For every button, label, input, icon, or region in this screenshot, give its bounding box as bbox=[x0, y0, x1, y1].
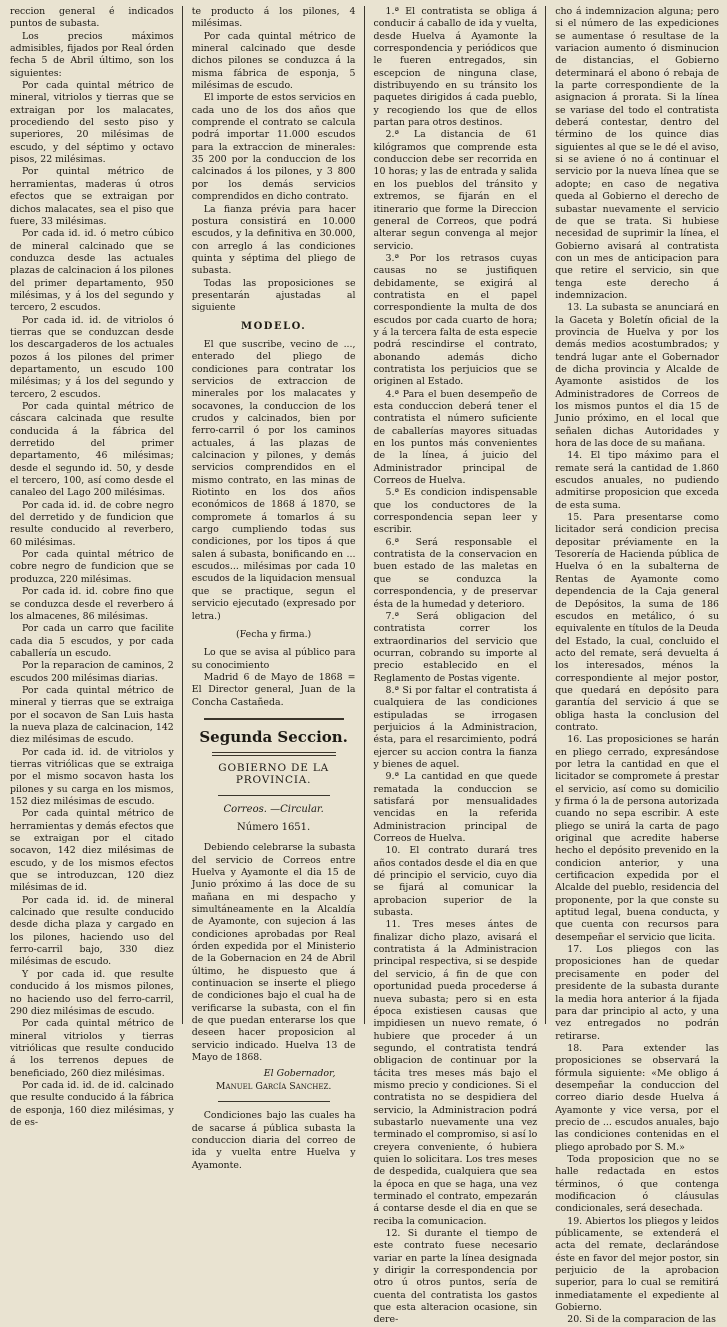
paragraph: El que suscribe, vecino de ..., enterado del pliego de condiciones para contratar los servicios de extraccion de minerales por los malacates y socavones, la conduccion de los crudos y calcinados, bien por ferro-carril ó por los caminos actuales, á las plazas de calcinacion y pilones, y demás servicios comprendidos en el mismo contrato, en las minas de Riotinto en los dos años económicos de 1868 á 1870, se compromete á tomarlos á su cargo cumpliendo todas sus condiciones, por los tipos á que salen á subasta, bonificando en ... escudos... milésimas por cada 10 escudos de la liquidacion mensual que se practique, segun el servicio ejecutado (expresado por letra.) bbox=[191, 338, 356, 622]
paragraph: Por cada id. id. de cobre negro del derretido y de fundicion que resulte conducido al reverbero, 60 milésimas. bbox=[10, 499, 174, 548]
paragraph: Por cada quintal métrico de mineral vitriolos y tierras vitriólicas que resulte conducido á los terrenos depues de beneficiado, 260 diez milésimas. bbox=[10, 1018, 174, 1079]
paragraph: 1.ª El contratista se obliga á conducir á caballo de ida y vuelta, desde Huelva á Ayamonte la correspondencia y periódicos que le fueren entregados, sin escepcion de ninguna clase, distribuyendo en su tránsito los paquetes dirigidos á cada pueblo, y recogiendo los que de ellos partan para otros destinos. bbox=[373, 6, 538, 129]
paragraph: 20. Si de la comparacion de las bbox=[567, 1314, 716, 1326]
paragraph: Por cada quintal métrico de cáscara calcinada que resulte conducida á la fábrica del derretido del primer departamento, 46 milésimas; desde el segundo id. 50, y desde el tercero, 100, así como desde el canaleo del Lago 200 milésimas. bbox=[10, 401, 174, 499]
paragraph: Toda proposicion que no se halle redactada en estos términos, ó que contenga modificacion ó cláusulas condicionales, será desechada. bbox=[555, 1153, 719, 1215]
paragraph: 4.ª Para el buen desempeño de esta conduccion deberá tener el contratista el número suficiente de caballerías mayores situadas en los puntos más convenientes de la línea, á juicio del Administrador principal de Correos de Huelva. bbox=[373, 388, 538, 487]
paragraph: 8.ª Si por faltar el contratista á cualquiera de las condiciones estipuladas se irrogasen perjuicios á la Administracion, ésta, para el resarcimiento, podrá ejercer su accion contra la fianza y bienes de aquel. bbox=[373, 684, 538, 770]
paragraph: Por cada id. id. de mineral calcinado que resulte conducido desde dicha plaza y cargado en los pilones, haciendo uso del ferro-carril bajo, 330 diez milésimas de escudo. bbox=[10, 894, 174, 968]
paragraph: Por cada quintal métrico de cobre negro de fundicion que se produzca, 220 milésimas. bbox=[10, 549, 174, 585]
paragraph: Todas las proposiciones se presentarán ajustadas al siguiente bbox=[191, 277, 356, 314]
column-2 bbox=[191, 6, 365, 1171]
circular-heading: Correos. —Circular. bbox=[223, 803, 324, 815]
section-heading: Segunda Seccion. bbox=[199, 727, 348, 746]
paragraph: Por cada id. id. ó metro cúbico de mineral calcinado que se conduzca desde las actuales plazas de calcinacion á los pilones del primer departamento, 950 milésimas, y á los del segundo y tercero, 2 escudos. bbox=[10, 228, 174, 314]
section-divider bbox=[204, 718, 344, 720]
paragraph: Por la reparacion de caminos, 2 escudos 200 milésimas diarias. bbox=[10, 660, 174, 684]
paragraph: Por cada id. id. de vitriolos ó tierras que se conduzcan desde los descargaderos de los actuales pozos á los pilones del primer departamento, un escudo 100 milésimas; y á los del segundo y tercero, 2 escudos. bbox=[10, 314, 174, 400]
paragraph: 5.ª Es condicion indispensable que los conductores de la correspondencia sepan leer y escribir. bbox=[373, 487, 538, 536]
paragraph: Por cada quintal métrico de mineral calcinado que desde dichos pilones se conduzca á la misma fábrica de esponja, 5 milésimas de escudo. bbox=[191, 30, 356, 92]
paragraph: Lo que se avisa al público para su conocimiento bbox=[191, 647, 356, 671]
paragraph: 10. El contrato durará tres años contados desde el dia en que dé principio el servicio, cuyo dia se fijará al comunicar la aprobacion superior de la subasta. bbox=[373, 845, 538, 919]
paragraph: 3.ª Por los retrasos cuyas causas no se justifiquen debidamente, se exigirá al contratista en el papel correspondiente la multa de dos escudos por cada cuarto de hora; y á la tercera falta de esta especie podrá rescindirse el contrato, abonando además dicho contratista los perjuicios que se originen al Estado. bbox=[373, 252, 538, 388]
paragraph: 14. El tipo máximo para el remate será la cantidad de 1.860 escudos anuales, no pudiendo admitirse proposicion que exceda de esta suma. bbox=[555, 450, 719, 511]
column-3 bbox=[373, 6, 547, 1326]
paragraph: Condiciones bajo las cuales ha de sacarse á pública subasta la conduccion diaria del correo de ida y vuelta entre Huelva y Ayamonte. bbox=[191, 1110, 356, 1171]
paragraph: Por quintal métrico de herramientas, maderas ú otros efectos que se extraigan por dichos malacates, sea el piso que fuere, 33 milésimas. bbox=[10, 166, 174, 227]
government-heading: GOBIERNO DE LA PROVINCIA. bbox=[218, 761, 329, 787]
paragraph: 12. Si durante el tiempo de este contrato fuese necesario variar en parte la línea designada y dirigir la correspondencia por otro ú otros puntos, sería de cuenta del contratista los gastos que esta alteracion ocasione, sin dere- bbox=[373, 1228, 538, 1326]
paragraph: Los precios máximos admisibles, fijados por Real órden fecha 5 de Abril último, son los siguientes: bbox=[10, 30, 174, 79]
divider bbox=[218, 1101, 330, 1102]
paragraph: 15. Para presentarse como licitador será condicion precisa depositar préviamente en la Tesorería de Hacienda pública de Huelva ó en la subalterna de Rentas de Ayamonte como dependencia de la Caja general de Depósitos, la suma de 186 escudos en metálico, ó su equivalente en títulos de la Deuda del Estado, la cual, concluido el acto del remate, será devuelta á los interesados, ménos la correspondiente al mejor postor, que quedará en depósito para garantía del servicio á que se obliga hasta la conclusion del contrato. bbox=[555, 512, 719, 733]
double-divider bbox=[212, 752, 336, 756]
paragraph: La fianza prévia para hacer postura consistirá en 10.000 escudos, y la definitiva en 30.000, con arreglo á las condiciones quinta y séptima del pliego de subasta. bbox=[191, 203, 356, 277]
paragraph: Por cada quintal métrico de mineral, vitriolos y tierras que se extraigan por los malacates, procediendo del sesto piso y superiores, 20 milésimas de escudo, y del séptimo y octavo pisos, 22 milésimas. bbox=[10, 80, 174, 166]
paragraph: 6.ª Será responsable el contratista de la conservacion en buen estado de las maletas en que se conduzca la correspondencia, y de preservar ésta de la humedad y deterioro. bbox=[373, 536, 538, 610]
column-1 bbox=[10, 6, 183, 1128]
divider bbox=[218, 795, 330, 796]
paragraph: Por cada un carro que facilite cada dia 5 escudos, y por cada caballería un escudo. bbox=[10, 623, 174, 659]
paragraph: Por cada id. id. de id. calcinado que resulte conducido á la fábrica de esponja, 160 diez milésimas, y de es- bbox=[10, 1079, 174, 1128]
paragraph: 9.ª La cantidad en que quede rematada la conduccion se satisfará por mensualidades vencidas en la referida Administracion principal de Correos de Huelva. bbox=[373, 771, 538, 845]
paragraph: 19. Abiertos los pliegos y leidos públicamente, se extenderá el acta del remate, declarándose éste en favor del mejor postor, sin perjuicio de la aprobacion superior, para lo cual se remitirá inmediatamente el expediente al Gobierno. bbox=[555, 1215, 719, 1314]
paragraph: Por cada quintal métrico de herramientas y demás efectos que se extraigan por el citado socavon, 142 diez milésimas de escudo, y de los mismos efectos que se introduzcan, 120 diez milésimas de id. bbox=[10, 808, 174, 894]
model-heading: MODELO. bbox=[241, 320, 307, 332]
paragraph: Madrid 6 de Mayo de 1868 = El Director general, Juan de la Concha Castañeda. bbox=[191, 671, 356, 708]
paragraph: reccion general é indicados puntos de subasta. bbox=[10, 6, 174, 30]
paragraph: 11. Tres meses ántes de finalizar dicho plazo, avisará el contratista á la Administracion principal respectiva, si se despide del servicio, á fin de que con oportunidad pueda procederse á nueva subasta; pero si en esta época existiesen causas que impidiesen un nuevo remate, ó hubiere que proceder á un segundo, el contratista tendrá obligacion de continuar por la tácita tres meses más bajo el mismo precio y condiciones. Si el contratista no se despidiera del servicio, la Administracion podrá subastarlo nuevamente una vez terminado el compromiso, si así lo creyera conveniente, ó hubiera quien lo solicitara. Los tres meses de despedida, cualquiera que sea la época en que se haga, una vez terminado el contrato, empezarán á contarse desde el dia en que se reciba la comunicacion. bbox=[373, 919, 538, 1227]
paragraph: El importe de estos servicios en cada uno de los dos años que comprende el contrato se calcula podrá importar 11.000 escudos para la extraccion de minerales: 35 200 por la conduccion de los calcinados á los pilones, y 3 800 por los demás servicios comprendidos en dicho contrato. bbox=[191, 92, 356, 203]
paragraph: te producto á los pilones, 4 milésimas. bbox=[191, 6, 356, 30]
column-4 bbox=[555, 6, 719, 1326]
paragraph: Por cada quintal métrico de mineral y tierras que se extraiga por el socavon de San Luis hasta la nueva plaza de calcinacion, 142 diez milésimas de escudo. bbox=[10, 684, 174, 746]
paragraph: 18. Para extender las proposiciones se observará la fórmula siguiente: «Me obligo á desempeñar la conduccion del correo diario desde Huelva á Ayamonte y vice versa, por el precio de ... escudos anuales, bajo las condiciones contenidas en el pliego aprobado por S. M.» bbox=[555, 1042, 719, 1153]
paragraph: Debiendo celebrarse la subasta del servicio de Correos entre Huelva y Ayamonte el dia 15 de Junio próximo á las doce de su mañana en mi despacho y simultáneamente en la Alcaldía de Ayamonte, con sujecion á las condiciones aprobadas por Real órden expedida por el Ministerio de la Gobernacion en 24 de Abril último, he dispuesto que á continuacion se inserte el pliego de condiciones bajo el cual ha de verificarse la subasta, con el fin de que puedan enterarse los que deseen hacer proposicion al servicio indicado. Huelva 13 de Mayo de 1868. bbox=[191, 842, 356, 1064]
paragraph: 16. Las proposiciones se harán en pliego cerrado, expresándose por letra la cantidad en que el licitador se compromete á prestar el servicio, así como su domicilio y firma ó la de persona autorizada cuando no sepa escribir. A este pliego se unirá la carta de pago original que acredite haberse hecho el depósito prevenido en la condicion anterior, y una certificacion expedida por el Alcalde del pueblo, residencia del proponente, por la que conste su aptitud legal, buena conducta, y que cuenta con recursos para desempeñar el servicio que licita. bbox=[555, 734, 719, 943]
paragraph: Por cada id. id. de vitriolos y tierras vitriólicas que se extraiga por el mismo socavon hasta los pilones y su carga en los mismos, 152 diez milésimas de escudo. bbox=[10, 746, 174, 807]
paragraph: Y por cada id. que resulte conducido á los mismos pilones, no haciendo uso del ferro-carril, 290 diez milésimas de escudo. bbox=[10, 968, 174, 1017]
paragraph: 13. La subasta se anunciará en la Gaceta y Boletín oficial de la provincia de Huelva y por los demás medios acostumbrados; y tendrá lugar ante el Gobernador de dicha provincia y Alcalde de Ayamonte asistidos de los Administradores de Correos de los mismos puntos el dia 15 de Junio próximo, en el local que señalen dichas Autoridades y hora de las doce de su mañana. bbox=[555, 302, 719, 450]
circular-number: Número 1651. bbox=[237, 821, 311, 833]
paragraph: 17. Los pliegos con las proposiciones han de quedar precisamente en poder del presidente de la subasta durante la media hora anterior á la fijada para dar principio al acto, y una vez entregados no podrán retirarse. bbox=[555, 944, 719, 1042]
paragraph: Por cada id. id. cobre fino que se conduzca desde el reverbero á los almacenes, 86 milésimas. bbox=[10, 586, 174, 622]
signature-placeholder: (Fecha y firma.) bbox=[236, 628, 312, 640]
paragraph: cho á indemnizacion alguna; pero si el número de las expediciones se aumentase ó resultase de la variacion aumento ó disminucion de distancias, el Gobierno determinará el abono ó rebaja de la parte correspondiente de la asignacion á prorata. Si la línea se variase del todo el contratista deberá contestar, dentro del término de los quince dias siguientes al que se le dé el aviso, si se aviene ó no á continuar el servicio por la nueva línea que se adopte; en caso de negativa queda al Gobierno el derecho de subastar nuevamente el servicio de que se trata. Si hubiese necesidad de suprimir la línea, el Gobierno avisará al contratista con un mes de anticipacion para que retire el servicio, sin que tenga este derecho á indemnizacion. bbox=[555, 6, 719, 301]
paragraph: 7.ª Será obligacion del contratista correr los extraordinarios del servicio que ocurran, cobrando su importe al precio establecido en el Reglamento de Postas vigente. bbox=[373, 610, 538, 684]
paragraph: 2.ª La distancia de 61 kilógramos que comprende esta conduccion debe ser recorrida en 10 horas; y las de entrada y salida en los pueblos del tránsito y extremos, se fijarán en el itinerario que forme la Direccion general de Correos, que podrá alterar segun convenga al mejor servicio. bbox=[373, 129, 538, 252]
signer-name: Manuel García Sanchez. bbox=[215, 1080, 332, 1092]
signer-title: El Gobernador, bbox=[263, 1068, 336, 1080]
